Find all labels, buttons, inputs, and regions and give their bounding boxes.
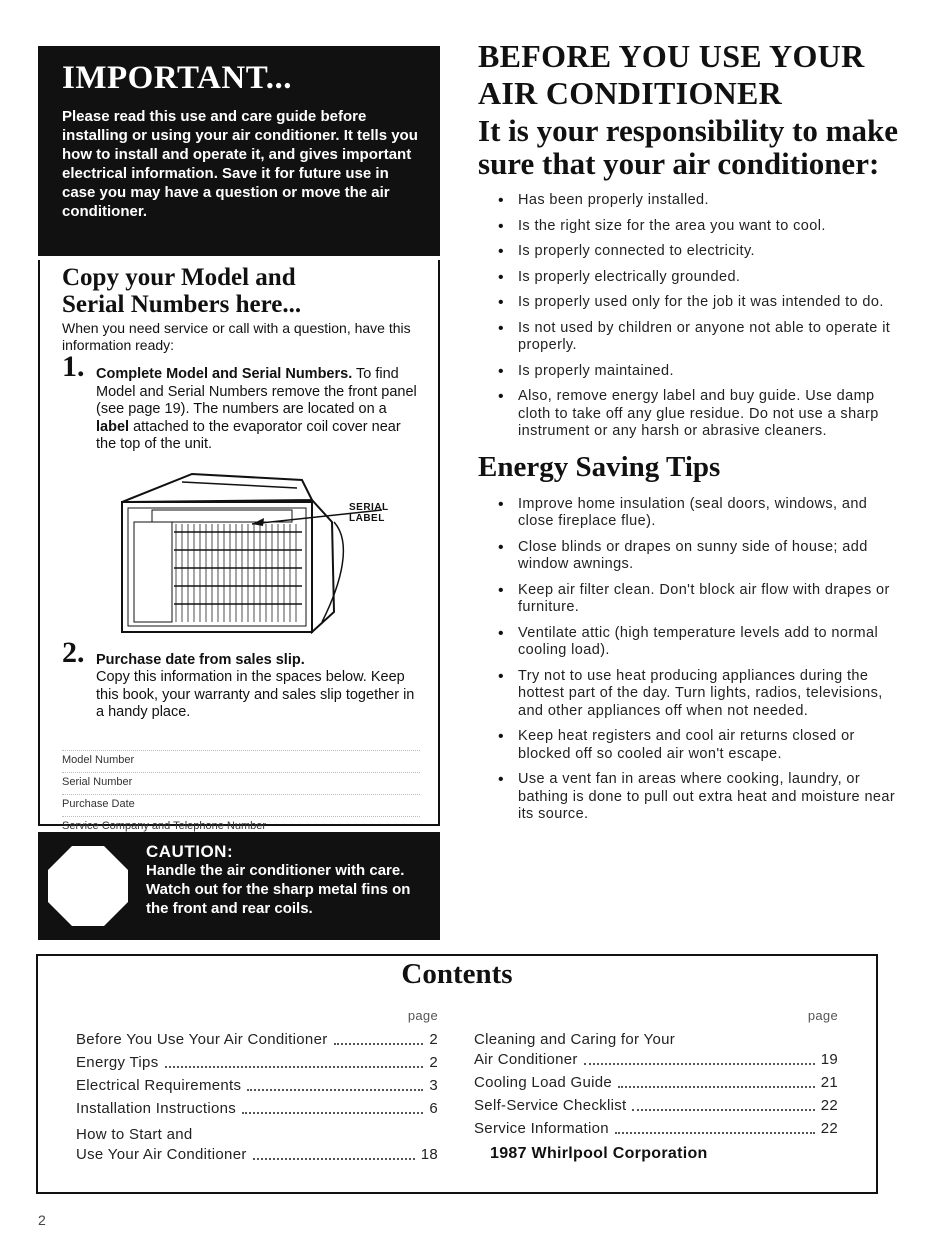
toc-entry-label: Air Conditioner — [474, 1051, 578, 1068]
toc-entry-page: 6 — [429, 1100, 438, 1117]
page-number: 2 — [38, 1212, 46, 1228]
copy-intro: When you need service or call with a question, have this information ready: — [62, 320, 411, 353]
step-2-body: Copy this information in the spaces below. Keep this book, your warranty and sales slip together in a handy place. — [96, 669, 415, 720]
toc-entry[interactable] — [76, 1030, 438, 1050]
toc-entry-label: Cooling Load Guide — [474, 1074, 612, 1091]
step-1-number: 1. — [62, 350, 85, 383]
air-conditioner-illustration — [62, 462, 420, 642]
important-body: Please read this use and care guide before installing or using your air conditioner. It tells you how to install and operate it, and gives important electrical information. Save it for future use in case you may have a question or move the air conditioner. — [62, 108, 418, 220]
toc-entry-label: Use Your Air Conditioner — [76, 1146, 247, 1163]
toc-entry-label: Before You Use Your Air Conditioner — [76, 1031, 328, 1048]
before-use-section — [478, 38, 898, 832]
record-form — [62, 750, 420, 838]
toc-entry-line1: How to Start and — [76, 1126, 193, 1143]
before-use-title — [478, 38, 898, 112]
toc-entry-label: Service Information — [474, 1120, 609, 1137]
list-item: • Has been properly installed. — [478, 192, 898, 210]
step-1-heading: Complete Model and Serial Numbers. — [96, 366, 353, 382]
list-item: • Close blinds or drapes on sunny side of house; add window awnings. — [478, 539, 898, 574]
toc-entry-page: 2 — [429, 1031, 438, 1048]
step-2-number: 2. — [62, 635, 85, 669]
list-item: • Ventilate attic (high temperature levels add to normal cooling load). — [478, 625, 898, 660]
before-use-title-line1: BEFORE YOU USE YOUR — [478, 38, 865, 74]
list-item: • Keep heat registers and cool air returns closed or blocked off so cooled air won't escape. — [478, 728, 898, 763]
serial-number-field[interactable]: Serial Number — [62, 772, 420, 794]
toc-entry[interactable] — [76, 1076, 438, 1096]
model-number-field[interactable]: Model Number — [62, 750, 420, 772]
toc-entry-page: 22 — [820, 1097, 838, 1114]
copy-title-line2: Serial Numbers here... — [62, 291, 302, 318]
caution-body: Handle the air conditioner with care. Watch out for the sharp metal fins on the front and rear coils. — [146, 862, 411, 917]
list-item: • Improve home insulation (seal doors, windows, and close fireplace flue). — [478, 496, 898, 531]
step-1-body-bold: label — [96, 418, 130, 435]
toc-entry-page: 2 — [429, 1054, 438, 1071]
important-title: IMPORTANT... — [62, 60, 293, 96]
list-item: • Also, remove energy label and buy guide. Use damp cloth to take off any glue residue. Do not use a sharp instrument or any harsh or abrasive cleaners. — [478, 388, 898, 441]
energy-tips-list — [478, 496, 898, 824]
subtitle-line2: sure that your air conditioner: — [478, 146, 880, 181]
toc-entry[interactable] — [76, 1053, 438, 1073]
toc-right-column — [474, 1008, 838, 1163]
caution-text — [146, 842, 436, 918]
toc-entry-page: 19 — [820, 1051, 838, 1068]
step-1-body-b: attached to the evaporator coil cover near the top of the unit. — [96, 418, 401, 452]
copy-title-line1: Copy your Model and — [62, 264, 296, 291]
service-company-field[interactable]: Service Company and Telephone Number — [62, 816, 420, 838]
toc-page-heading: page — [407, 1008, 438, 1023]
toc-entry[interactable] — [76, 1145, 438, 1165]
toc-entry[interactable] — [474, 1096, 838, 1116]
list-item: • Keep air filter clean. Don't block air flow with drapes or furniture. — [478, 582, 898, 617]
toc-entry[interactable] — [474, 1073, 838, 1093]
air-conditioner-drawing — [112, 462, 412, 642]
list-item: • Is properly electrically grounded. — [478, 269, 898, 287]
list-item: • Is properly maintained. — [478, 363, 898, 381]
list-item: • Is properly connected to electricity. — [478, 243, 898, 261]
list-item: • Try not to use heat producing appliances during the hottest part of the day. Turn lights, radios, televisions, and other appliances off when not needed. — [478, 668, 898, 721]
toc-entry-label: Electrical Requirements — [76, 1077, 242, 1094]
step-2-heading: Purchase date from sales slip. — [96, 651, 305, 668]
toc-entry-page: 18 — [420, 1146, 438, 1163]
toc-entry[interactable] — [76, 1099, 438, 1119]
energy-tips-title: Energy Saving Tips — [478, 450, 721, 483]
toc-entry-line1: Cleaning and Caring for Your — [474, 1031, 676, 1048]
serial-label-caption: SERIAL LABEL — [349, 501, 389, 524]
important-notice — [38, 46, 440, 256]
toc-entry-page: 3 — [429, 1077, 438, 1094]
table-of-contents — [36, 954, 878, 1194]
toc-entry-page: 21 — [820, 1074, 838, 1091]
stop-sign-icon — [48, 846, 128, 926]
toc-entry-label: Self-Service Checklist — [474, 1097, 627, 1114]
purchase-date-field[interactable]: Purchase Date — [62, 794, 420, 816]
toc-entry[interactable] — [474, 1119, 838, 1139]
caution-notice — [38, 832, 440, 940]
toc-left-column — [76, 1008, 438, 1168]
step-1-body-a: To find Model and Serial Numbers remove the front panel (see page 19). The numbers are located on a — [96, 366, 417, 417]
toc-entry-label: Energy Tips — [76, 1054, 159, 1071]
step-1 — [62, 350, 420, 454]
before-use-title-line2: AIR CONDITIONER — [478, 75, 783, 111]
responsibility-list — [478, 192, 898, 441]
list-item: • Use a vent fan in areas where cooking, laundry, or bathing is done to pull out extra heat and moisture near its source. — [478, 771, 898, 824]
toc-entry[interactable] — [474, 1050, 838, 1070]
toc-entry-page: 22 — [820, 1120, 838, 1137]
copyright-notice: 1987 Whirlpool Corporation — [490, 1145, 708, 1162]
toc-entry-label: Installation Instructions — [76, 1100, 237, 1117]
caution-title: CAUTION: — [146, 842, 234, 861]
copy-numbers-section — [38, 260, 440, 832]
contents-title: Contents — [401, 958, 513, 990]
list-item: • Is the right size for the area you want to cool. — [478, 218, 898, 236]
toc-page-heading: page — [807, 1008, 838, 1023]
list-item: • Is not used by children or anyone not able to operate it properly. — [478, 320, 898, 355]
responsibility-subtitle — [478, 114, 898, 180]
step-2 — [62, 635, 420, 722]
subtitle-line1: It is your responsibility to make — [478, 113, 898, 148]
list-item: • Is properly used only for the job it was intended to do. — [478, 294, 898, 312]
copy-section-title — [62, 264, 420, 318]
